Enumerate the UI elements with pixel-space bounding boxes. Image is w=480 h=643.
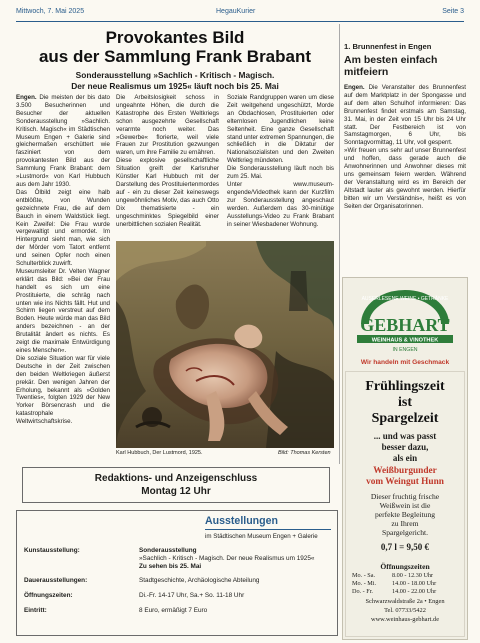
ad-phone: Tel. 07733/5422 [384,607,426,614]
article-paragraph: Das Ölbild zeigt eine halb entblößte, von Wunden gezeichnete Frau, die auf dem Bauch in einem Waldstück liegt. Kein Zweifel: Die Frau wurde vergewaltigt und ermordet. Im Hintergrund sieht man, wie sich der Mörder vom Tatort entfernt und seinen Opfer noch einen Schulterblick zuwirft. [16,188,110,268]
ad-wine-producer: vom Weingut Hunn [366,477,444,487]
painting-illustration [116,241,334,448]
ad-hours-row: Mo. - Mi. 14.00 - 18.00 Uhr [352,579,437,587]
article-paragraph: Die Arbeitslosigkeit schoss in ungeahnte Höhen, die durch die Katastrophe des Ersten Weltkriegs schon ausgezehrte Gesellschaft verarmte noch weiter. Das »Gewerbe« florierte, weil viele Frauen zur Prostitution gezwungen waren, um ihre Familie zu ernähren. [116,94,219,157]
column-divider [339,24,340,464]
ad-hours-row: Mo. - Sa. 8.00 - 12.30 Uhr [352,572,434,579]
article-lead: Engen. [16,94,37,101]
exhibition-row-label: Öffnungszeiten: [24,592,73,599]
article-paragraph: Die Sonderausstellung läuft noch bis zum 25. Mai. [227,165,334,181]
ad-hours-title: Öffnungszeiten [380,562,430,571]
sidebar-heading: 1. Brunnenfest in Engen [344,42,432,51]
article-paragraph: Die soziale Situation war für viele Deutsche in der Zeit zwischen den beiden Weltkriegen äußerst prekär. Den wenigen Jahren der Erholung, bekannt als »Golden Twenties«, folgten 1929 der New Yorker Börsencrash und die katastrophale Weltwirtschaftskrise. [16,354,110,426]
article-column-2 [116,94,219,228]
article-paragraph: Soziale Randgruppen waren um diese Zeit weitgehend ungeschützt, Morde an Obdachlosen, Prostituierten oder elternlosen Jugendlichen keine Seltenheit. Eine ganze Gesellschaft stand unter extremen Spannungen, die schließlich in die Diktatur der Nationalsozialisten und den Zweiten Weltkrieg mündeten. [227,94,334,165]
article-subtitle-1: Sonderausstellung »Sachlich - Kritisch - Magisch. [75,70,275,80]
article-column-1 [16,94,110,426]
header-paper-name: HegauKurier [216,8,256,15]
painting-caption: Karl Hubbuch, Der Lustmord, 1925. [116,450,203,456]
sidebar-text: Die Veranstalter des Brunnenfest auf dem Marktplatz in der Spongasse und auf dem alten Schulhof informieren: Das Brunnenfest findet erstmals am Samstag, 31. Mai, in der Zeit von 15 Uhr bis 24 Uhr statt. Der Festbereich ist von Samstagmorgen, 6 Uhr, bis Sonntagvormittag, 11 Uhr, voll gesperrt. [344,84,466,147]
notice-line-1: Redaktions- und Anzeigenschluss [94,473,258,484]
header-rule [16,21,464,22]
gebhart-logo [351,284,459,356]
page-header [16,8,464,20]
exhibitions-subtitle: im Städtischen Museum Engen + Galerie [205,533,318,540]
article-title-line1: Provokantes Bild [105,28,245,47]
exhibition-row-label: Kunstausstellung: [24,547,80,554]
sidebar-paragraph [344,84,466,147]
exhibition-row-label: Dauerausstellungen: [24,577,88,584]
ad-text: als ein [392,453,418,463]
article-paragraph: Unter www.museum-engende/Videothek kann der Kurzfilm zur Sonderausstellung angeschaut werden. Außerdem das 30-minütige Ausstellungs-Video zu Frank Brabant in seiner Wiesbadener Wohnung. [227,180,334,228]
exhibition-row-value: Zu sehen bis 25. Mai [139,563,202,570]
exhibition-row-value: Sonderausstellung [139,547,197,554]
notice-line-2: Montag 12 Uhr [141,486,211,497]
article-column-3 [227,94,334,228]
logo-subtitle: WEINHAUS & VINOTHEK [371,337,439,344]
header-page-number: Seite 3 [442,8,464,15]
sidebar-lead: Engen. [344,84,365,91]
exhibitions-title: Ausstellungen [205,515,278,527]
logo-town: IN ENGEN [392,347,418,353]
ad-description: Weißwein ist die [379,501,431,510]
article-paragraph: Museumsleiter Dr. Velten Wagner erklärt das Bild: »Bei der Frau handelt es sich um eine Prostituierte, die schräg nach unten wie ins Nichts fällt. Hut und Schirm liegen verstreut auf dem Boden. Heute würde man das Bild anders bezeichnen - an der Brutalität ändert es nichts. Es zeigt die maximale Entwürdigung eines Menschen«. [16,267,110,354]
ad-headline-1: Frühlingszeit [365,379,445,394]
ad-description: Spargelgericht. [381,528,429,537]
exhibitions-box [16,510,338,636]
ad-text: ... und was passt [373,431,437,441]
ad-hours-list [352,572,460,595]
ad-hours-row: Do. - Fr. 14.00 - 22.00 Uhr [352,587,437,595]
header-date: Mittwoch, 7. Mai 2025 [16,8,85,15]
painting-image [116,241,334,448]
sidebar-article [344,84,466,211]
logo-arc-text: AUSERLESENE WEINE • GETRÄNKE [361,296,449,302]
logo-name: GEBHART [360,315,450,335]
ad-text: besser dazu, [381,442,429,452]
article-text: Die meisten der bis dato 3.500 Besucherinnen und Besucher der aktuellen Sonderausstellung »Sachlich. Kritisch. Magisch« im Städtischen Museum Engen + Galerie sind gleichermaßen erschüttert wie fasziniert von dem provokantesten Bild aus der Sammlung Frank Brabant: dem »Lustmord« von Karl Hubbuch aus dem Jahr 1930. [16,94,110,188]
wine-advertisement [342,277,468,640]
exhibition-row-value: Di.-Fr. 14-17 Uhr, Sa.+ So. 11-18 Uhr [139,592,245,599]
ad-address: Schwarzwaldstraße 2a • Engen [365,598,445,605]
sidebar-title: Am besten einfach mitfeiern [344,54,438,78]
ad-website: www.weinhaus-gebhart.de [370,616,440,623]
exhibition-row-value: Stadtgeschichte, Archäologische Abteilung [139,577,260,584]
ad-description: perfekte Begleitung [374,510,436,519]
exhibitions-title-rule [205,529,331,530]
ad-slogan: Wir handeln mit Geschmack [360,359,450,366]
exhibition-row-label: Eintritt: [24,607,47,614]
ad-description: zu Ihrem [391,519,419,528]
exhibition-row-value: »Sachlich - Kritisch - Magisch. Der neue Realismus um 1925« [139,555,315,562]
article-title [16,28,334,66]
deadline-notice [22,467,330,503]
photo-credit: Bild: Thomas Kersten [278,450,331,456]
ad-headline-2: ist [398,395,412,410]
ad-price: 0,7 l = 9,50 € [380,542,430,552]
exhibition-row-value: 8 Euro, ermäßigt 7 Euro [139,607,208,614]
article-title-line2: aus der Sammlung Frank Brabant [38,47,312,66]
article-subtitle-2: Der neue Realismus um 1925« läuft noch bis 25. Mai [71,81,279,91]
ad-headline-3: Spargelzeit [371,411,439,426]
sidebar-paragraph: »Wir freuen uns sehr auf unser Brunnenfest und hoffen, dass gerade auch die Anwohnerinnen und Anwohner dieses mit uns gemeinsam feiern werden. Während der Veranstaltung wird es im Bereich der Altstadt lauter als gewohnt werden. Hierfür bitten wir um Verständnis«, heißt es von Seiten der Organisatorinnen. [344,147,466,210]
article-paragraph: Diese explosive gesellschaftliche Situation greift der Karlsruher Künstler Karl Hubbuch mit der Darstellung des Prostituiertenmordes auf - ein zu dieser Zeit keineswegs ungewöhnliches Motiv, das auch Otto Dix thematisierte - ein ungeschminktes Spiegelbild einer unerbittlichen sozialen Realität. [116,157,219,228]
ad-wine-name: Weißburgunder [373,466,437,476]
ad-description: Dieser fruchtig frische [370,492,440,501]
article-paragraph [16,94,110,189]
